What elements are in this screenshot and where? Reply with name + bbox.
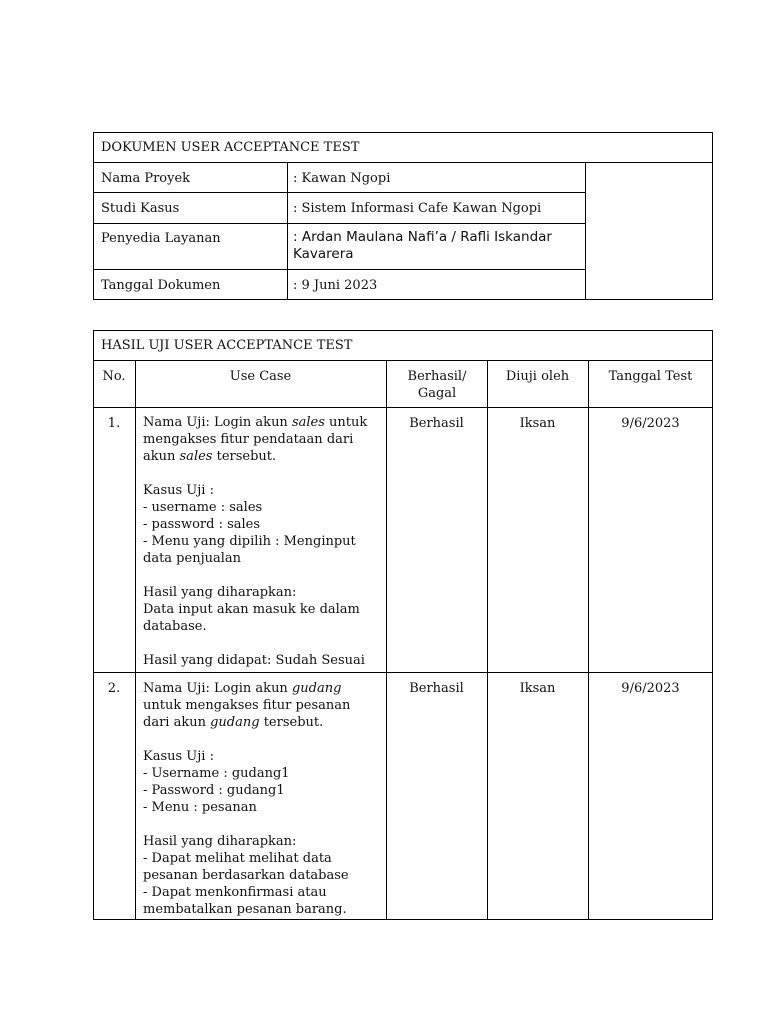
header-no: No. [102,369,126,384]
row-1-date: 9/6/2023 [621,416,680,431]
results-title: HASIL UJI USER ACCEPTANCE TEST [101,338,353,353]
row-1-no: 1. [107,416,121,431]
header-status: Berhasil/ Gagal [407,369,467,401]
row-2-test-name: Nama Uji: Login akun gudang untuk mengakses fitur pesanan dari akun gudang tersebut. [143,681,351,730]
row-1-tester: Iksan [519,416,556,431]
header-use-case: Use Case [229,369,292,384]
row-2-no: 2. [107,681,121,696]
case-study-label: Studi Kasus [101,201,180,216]
row-2-status: Berhasil [409,681,464,696]
row-1-kasus-item: - username : sales [143,500,263,515]
document-title: DOKUMEN USER ACCEPTANCE TEST [101,140,360,155]
row-2-expected-title: Hasil yang diharapkan: [143,834,297,849]
row-2-expected-item: - Dapat melihat melihat data pesanan berdasarkan database [143,851,349,883]
row-2-expected-item: - Dapat menkonfirmasi atau membatalkan pesanan barang. [143,885,347,917]
row-1-obtained: Hasil yang didapat: Sudah Sesuai [143,653,365,668]
row-2-kasus-item: - Menu : pesanan [143,800,257,815]
case-study-value: : Sistem Informasi Cafe Kawan Ngopi [293,201,542,216]
row-1-expected-item: Data input akan masuk ke dalam database. [143,602,360,634]
row-1-expected-title: Hasil yang diharapkan: [143,585,297,600]
row-1-test-name: Nama Uji: Login akun sales untuk mengakses fitur pendataan dari akun sales tersebut. [143,415,368,464]
project-name-value: : Kawan Ngopi [293,171,391,186]
row-2-date: 9/6/2023 [621,681,680,696]
row-1-use-case [143,414,379,669]
row-2-kasus-item: - Username : gudang1 [143,766,290,781]
service-provider-label: Penyedia Layanan [101,231,221,246]
row-1-kasus-item: - Menu yang dipilih : Menginput data penjualan [143,534,356,566]
project-name-label: Nama Proyek [101,171,191,186]
header-tester: Diuji oleh [505,369,570,384]
row-2-tester: Iksan [519,681,556,696]
row-1-kasus-item: - password : sales [143,517,261,532]
row-2-use-case [143,680,379,918]
row-2-kasus-title: Kasus Uji : [143,749,214,764]
document-date-label: Tanggal Dokumen [101,278,221,293]
document-date-value: : 9 Juni 2023 [293,278,378,293]
service-provider-value: : Ardan Maulana Nafi’a / Rafli Iskandar Kavarera [293,229,552,262]
row-1-status: Berhasil [409,416,464,431]
header-date: Tanggal Test [608,369,693,384]
row-1-kasus-title: Kasus Uji : [143,483,214,498]
row-2-kasus-item: - Password : gudang1 [143,783,285,798]
